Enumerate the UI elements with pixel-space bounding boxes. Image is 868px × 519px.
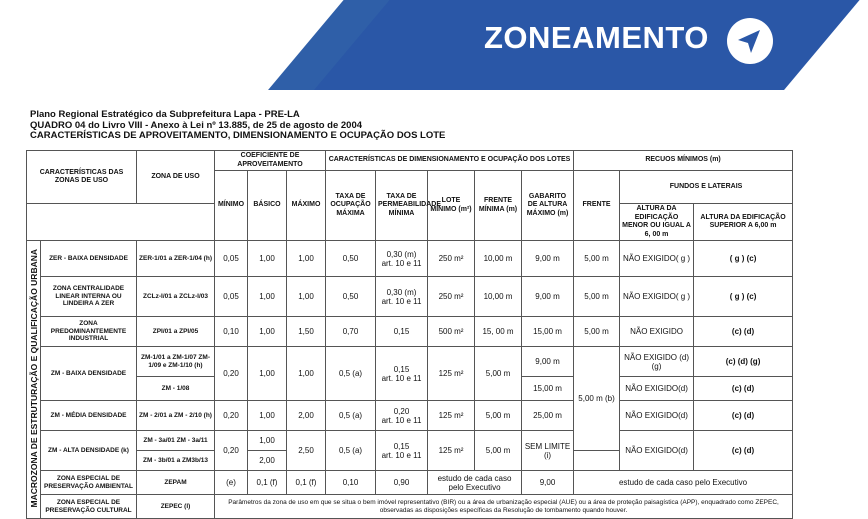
coef-min: 0,10: [215, 317, 248, 347]
setback-low: NÃO EXIGIDO(d): [620, 431, 694, 471]
coef-max: 1,00: [287, 241, 326, 277]
header-dimensioning: CARACTERÍSTICAS DE DIMENSIONAMENTO E OCUPAÇÃO DOS LOTES: [326, 151, 574, 171]
coef-basic: 1,00: [248, 277, 287, 317]
header-characteristics: CARACTERÍSTICAS DAS ZONAS DE USO: [27, 151, 137, 204]
height-limit: 9,00 m: [522, 241, 574, 277]
occupancy-rate: 0,50: [326, 241, 376, 277]
zone-characteristic: ZM - BAIXA DENSIDADE: [41, 347, 137, 401]
banner: [0, 0, 800, 80]
min-front: 5,00 m: [475, 401, 522, 431]
height-limit: 25,00 m: [522, 401, 574, 431]
table-row: [27, 431, 793, 451]
setback-low: NÃO EXIGIDO: [620, 317, 694, 347]
permeability-note: art. 10 e 11: [381, 450, 422, 460]
min-lot: 500 m²: [428, 317, 475, 347]
permeability-note: art. 10 e 11: [381, 415, 422, 425]
header-zone: ZONA DE USO: [137, 151, 215, 204]
header-min-front: FRENTE MÍNIMA (m): [475, 171, 522, 241]
coef-basic: 1,00: [248, 431, 287, 451]
table-row: [27, 401, 793, 431]
min-lot: 250 m²: [428, 241, 475, 277]
setback-low: NÃO EXIGIDO (d) (g): [620, 347, 694, 377]
banner-title: ZONEAMENTO: [484, 20, 709, 55]
coef-min: 0,20: [215, 431, 248, 471]
zepec-note: Parâmetros da zona de uso em que se situa o bem imóvel representativo (BIR) ou a área de urbanização especial (AUE) ou a área de proteção paisagística (APP), enquadrado como ZEPEC, observadas as disposições específicas da Resolução de tombamento quando houver.: [215, 495, 793, 519]
zone-characteristic: ZONA ESPECIAL DE PRESERVAÇÃO AMBIENTAL: [41, 471, 137, 495]
zone-code: ZM - 3b/01 a ZM3b/13: [137, 451, 215, 471]
setback-low: NÃO EXIGIDO( g ): [620, 241, 694, 277]
setback-high: (c) (d): [694, 431, 793, 471]
min-front: 10,00 m: [475, 241, 522, 277]
height-limit: SEM LIMITE (i): [522, 431, 574, 471]
zone-characteristic: ZONA PREDOMINANTEMENTE INDUSTRIAL: [41, 317, 137, 347]
occupancy-rate: 0,10: [326, 471, 376, 495]
setback-note: estudo de cada caso pelo Executivo: [574, 471, 793, 495]
permeability-rate: [376, 401, 428, 431]
zone-code: ZPI/01 a ZPI/05: [137, 317, 215, 347]
setback-high: (c) (d): [694, 401, 793, 431]
zone-characteristic: ZONA CENTRALIDADE LINEAR INTERNA OU LINDEIRA A ZER: [41, 277, 137, 317]
zone-characteristic: ZM - ALTA DENSIDADE (k): [41, 431, 137, 471]
header-height-le-6: ALTURA DA EDIFICAÇÃO MENOR OU IGUAL A 6, 00 m: [620, 204, 694, 241]
zone-code: ZM - 1/08: [137, 377, 215, 401]
coef-min: 0,20: [215, 347, 248, 401]
permeability-note: art. 10 e 11: [381, 373, 422, 383]
permeability-value: 0,15: [393, 441, 410, 451]
table-row: [27, 317, 793, 347]
coef-min: 0,05: [215, 241, 248, 277]
setback-high: ( g ) (c): [694, 277, 793, 317]
height-limit: 9,00 m: [522, 347, 574, 377]
document-heading: [30, 110, 445, 142]
header-basic: BÁSICO: [248, 171, 287, 241]
occupancy-rate: 0,5 (a): [326, 431, 376, 471]
permeability-rate: 0,90: [376, 471, 428, 495]
zone-code: ZEPAM: [137, 471, 215, 495]
setback-low: NÃO EXIGIDO(d): [620, 401, 694, 431]
zone-code: ZER-1/01 a ZER-1/04 (h): [137, 241, 215, 277]
height-limit: 15,00 m: [522, 377, 574, 401]
min-front: 5,00 m: [475, 347, 522, 401]
setback-high: ( g ) (c): [694, 241, 793, 277]
front-setback: 5,00 m: [574, 277, 620, 317]
coef-min: 0,05: [215, 277, 248, 317]
coef-basic: 1,00: [248, 317, 287, 347]
occupancy-rate: 0,70: [326, 317, 376, 347]
min-front: 5,00 m: [475, 431, 522, 471]
min-lot: 125 m²: [428, 401, 475, 431]
table-row: [27, 347, 793, 377]
min-front: 10,00 m: [475, 277, 522, 317]
zone-code: ZEPEC (l): [137, 495, 215, 519]
coef-basic: 0,1 (f): [248, 471, 287, 495]
coef-max: 2,00: [287, 401, 326, 431]
macrozone-label: MACROZONA DE ESTRUTURAÇÃO E QUALIFICAÇÃO URBANA: [27, 241, 41, 519]
permeability-note: art. 10 e 11: [381, 296, 422, 306]
coef-max: 1,00: [287, 347, 326, 401]
occupancy-rate: 0,5 (a): [326, 401, 376, 431]
coef-basic: 1,00: [248, 241, 287, 277]
permeability-rate: [376, 347, 428, 401]
height-limit: 9,00 m: [522, 277, 574, 317]
coef-max: 1,00: [287, 277, 326, 317]
setback-low: NÃO EXIGIDO( g ): [620, 277, 694, 317]
table-row: [27, 471, 793, 495]
header-maximum: MÁXIMO: [287, 171, 326, 241]
header-coefficient: COEFICIENTE DE APROVEITAMENTO: [215, 151, 326, 171]
setback-high: (c) (d) (g): [694, 347, 793, 377]
permeability-value: 0,30 (m): [386, 249, 417, 259]
min-lot: 125 m²: [428, 347, 475, 401]
zone-code: ZM - 3a/01 ZM - 3a/11: [137, 431, 215, 451]
permeability-value: 0,20: [393, 406, 410, 416]
setback-high: (c) (d): [694, 317, 793, 347]
lot-note: estudo de cada caso pelo Executivo: [428, 471, 522, 495]
coef-max: 0,1 (f): [287, 471, 326, 495]
occupancy-rate: 0,50: [326, 277, 376, 317]
header-front: FRENTE: [574, 171, 620, 241]
header-occupancy-rate: TAXA DE OCUPAÇÃO MÁXIMA: [326, 171, 376, 241]
height-limit: 9,00: [522, 471, 574, 495]
occupancy-rate: 0,5 (a): [326, 347, 376, 401]
zoning-table: [26, 150, 793, 519]
height-limit: 15,00 m: [522, 317, 574, 347]
permeability-value: 0,30 (m): [386, 287, 417, 297]
front-setback: 5,00 m: [574, 317, 620, 347]
coef-basic: 1,00: [248, 401, 287, 431]
min-front: 15, 00 m: [475, 317, 522, 347]
plan-title: Plano Regional Estratégico da Subprefeitura Lapa - PRE-LA: [30, 109, 300, 120]
send-icon[interactable]: [727, 18, 773, 64]
table-row: [27, 241, 793, 277]
front-setback: 5,00 m (b): [574, 347, 620, 451]
permeability-rate: [376, 431, 428, 471]
coef-max: 2,50: [287, 431, 326, 471]
zone-code: ZM-1/01 a ZM-1/07 ZM-1/09 e ZM-1/10 (h): [137, 347, 215, 377]
table-row: [27, 495, 793, 519]
coef-max: 1,50: [287, 317, 326, 347]
permeability-rate: 0,15: [376, 317, 428, 347]
min-lot: 250 m²: [428, 277, 475, 317]
zone-code: ZCLz-I/01 a ZCLz-I/03: [137, 277, 215, 317]
header-setbacks: RECUOS MÍNIMOS (m): [574, 151, 793, 171]
min-lot: 125 m²: [428, 431, 475, 471]
coef-basic: 1,00: [248, 347, 287, 401]
zone-characteristic: ZER - BAIXA DENSIDADE: [41, 241, 137, 277]
coef-min: 0,20: [215, 401, 248, 431]
permeability-note: art. 10 e 11: [381, 258, 422, 268]
header-minimum: MÍNIMO: [215, 171, 248, 241]
table-title: CARACTERÍSTICAS DE APROVEITAMENTO, DIMENSIONAMENTO E OCUPAÇÃO DOS LOTE: [30, 130, 446, 141]
header-min-lot: LOTE MÍNIMO (m²): [428, 171, 475, 241]
setback-low: NÃO EXIGIDO(d): [620, 377, 694, 401]
permeability-rate: [376, 277, 428, 317]
front-setback: 5,00 m: [574, 241, 620, 277]
coef-basic: 2,00: [248, 451, 287, 471]
quadro-title: QUADRO 04 do Livro VIII - Anexo à Lei nº 13.885, de 25 de agosto de 2004: [30, 119, 363, 131]
zone-characteristic: ZM - MÉDIA DENSIDADE: [41, 401, 137, 431]
zone-characteristic: ZONA ESPECIAL DE PRESERVAÇÃO CULTURAL: [41, 495, 137, 519]
header-height-gt-6: ALTURA DA EDIFICAÇÃO SUPERIOR A 6,00 m: [694, 204, 793, 241]
zone-code: ZM - 2/01 a ZM - 2/10 (h): [137, 401, 215, 431]
coef-min: (e): [215, 471, 248, 495]
header-permeability-rate: TAXA DE PERMEABILIDADE MÍNIMA: [376, 171, 428, 241]
permeability-rate: [376, 241, 428, 277]
header-height-limit: GABARITO DE ALTURA MÁXIMO (m): [522, 171, 574, 241]
setback-high: (c) (d): [694, 377, 793, 401]
permeability-value: 0,15: [393, 364, 410, 374]
table-row: [27, 277, 793, 317]
header-back-sides: FUNDOS E LATERAIS: [620, 171, 793, 204]
